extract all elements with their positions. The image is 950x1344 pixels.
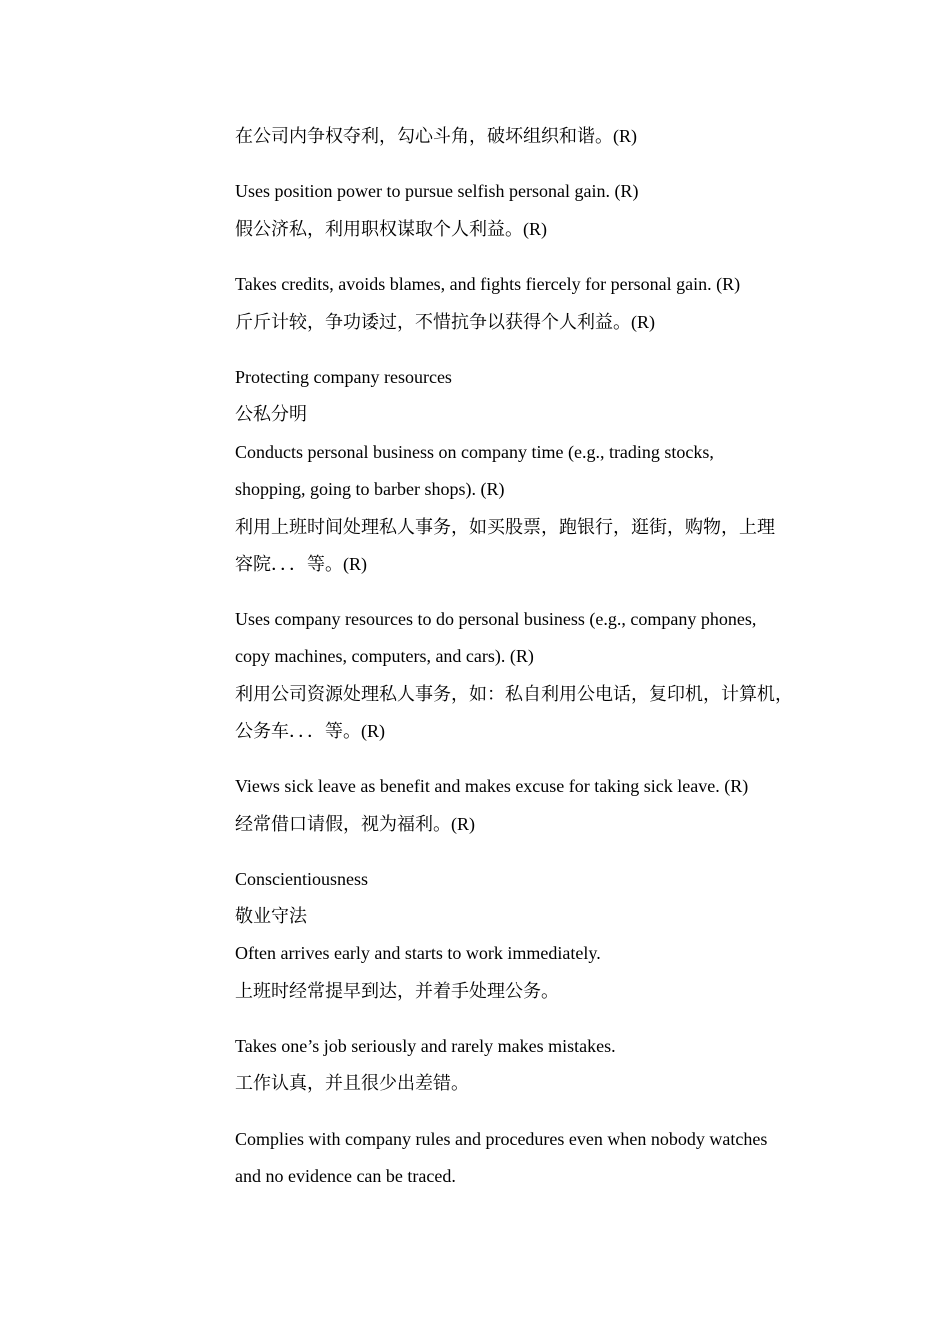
text-line: copy machines, computers, and cars). (R) [235,646,534,666]
section-heading: 公私分明 [235,404,307,424]
section-heading: Conscientiousness [235,869,368,889]
text-line: and no evidence can be traced. [235,1166,456,1186]
text-line: 假公济私，利用职权谋取个人利益。(R) [235,219,547,239]
text-line: 公务车．．．等。(R) [235,721,385,741]
text-line: 利用公司资源处理私人事务，如：私自利用公电话，复印机，计算机， [235,684,793,704]
text-line: Takes one’s job seriously and rarely makes mistakes. [235,1036,616,1056]
text-line: Takes credits, avoids blames, and fights fiercely for personal gain. (R) [235,274,741,294]
text-line: shopping, going to barber shops). (R) [235,479,505,499]
text-line: Conducts personal business on company time (e.g., trading stocks, [235,442,714,462]
text-line: 斤斤计较，争功诿过，不惜抗争以获得个人利益。(R) [235,312,655,332]
text-line: Complies with company rules and procedures even when nobody watches [235,1129,768,1149]
text-line: Uses position power to pursue selfish personal gain. (R) [235,181,639,201]
text-line: 容院．．．等。(R) [235,554,367,574]
text-line: 在公司内争权夺利，勾心斗角，破坏组织和谐。(R) [235,126,637,146]
section-heading: Protecting company resources [235,367,452,387]
text-line: 经常借口请假，视为福利。(R) [235,814,475,834]
section-heading: 敬业守法 [235,906,307,926]
text-line: 上班时经常提早到达，并着手处理公务。 [235,981,559,1001]
text-line: Often arrives early and starts to work immediately. [235,943,601,963]
text-line: Uses company resources to do personal business (e.g., company phones, [235,609,757,629]
text-line: 利用上班时间处理私人事务，如买股票，跑银行，逛街，购物，上理 [235,517,775,537]
text-line: 工作认真，并且很少出差错。 [235,1073,469,1093]
text-line: Views sick leave as benefit and makes excuse for taking sick leave. (R) [235,776,749,796]
